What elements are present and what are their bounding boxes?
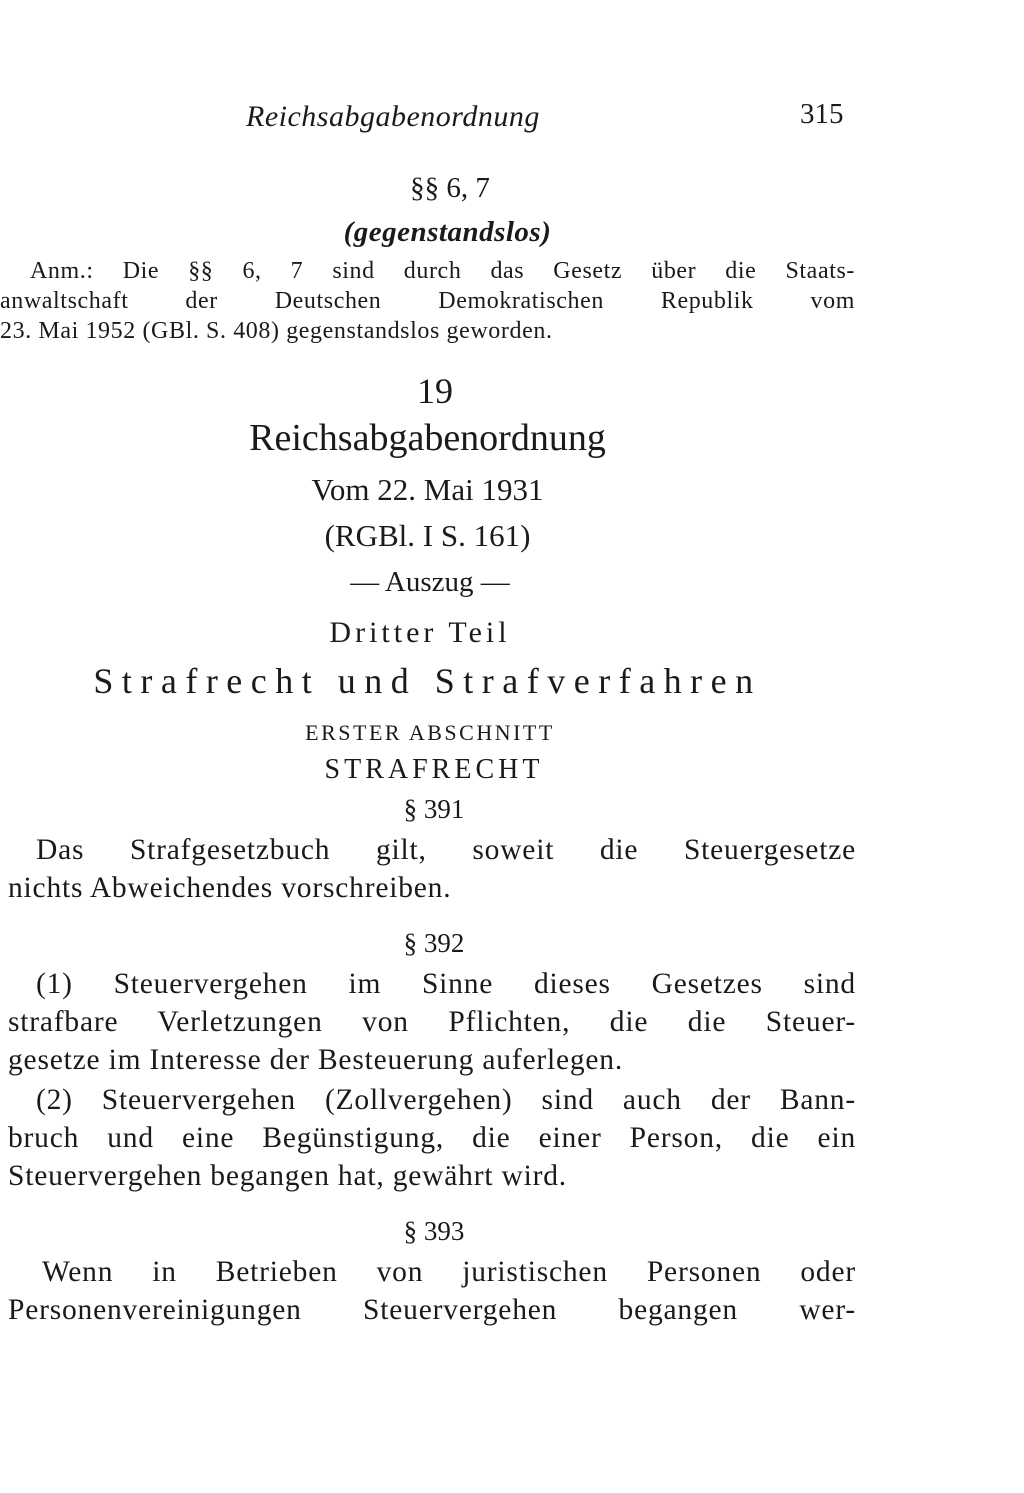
paragraph-heading-391: § 391: [403, 794, 465, 824]
paragraph-392-2-line-2: [8, 1122, 856, 1155]
paragraph-392-2-line-1: [8, 1084, 856, 1117]
annotation-note-line-2: [0, 288, 855, 315]
paragraph-heading-393: § 393: [403, 1216, 465, 1246]
section-title: STRAFRECHT: [324, 754, 544, 785]
part-title: Strafrecht und Strafverfahren: [93, 661, 762, 701]
paragraph-391-line-1: [8, 834, 856, 867]
section-heading-6-7: §§ 6, 7: [410, 172, 490, 204]
law-date: Vom 22. Mai 1931: [311, 472, 544, 507]
paragraph-392-1-line-1: [8, 968, 856, 1001]
text-line: strafbare Verletzungen von Pflichten, die die Steuer-: [8, 1006, 856, 1038]
text-line: (1) Steuervergehen im Sinne dieses Gesetzes sind: [36, 968, 856, 1000]
section-number: ERSTER ABSCHNITT: [305, 720, 555, 745]
excerpt-label: — Auszug —: [350, 566, 510, 598]
paragraph-393-line-1: [8, 1256, 856, 1289]
note-line: 23. Mai 1952 (GBl. S. 408) gegenstandslos geworden.: [0, 318, 553, 344]
section-status: (gegenstandslos): [343, 216, 552, 248]
text-line: (2) Steuervergehen (Zollvergehen) sind auch der Bann-: [36, 1084, 856, 1116]
text-line: Das Strafgesetzbuch gilt, soweit die Steuergesetze: [36, 834, 856, 866]
text-line: Personenvereinigungen Steuervergehen begangen wer-: [8, 1294, 856, 1326]
text-line: gesetze im Interesse der Besteuerung auferlegen.: [8, 1044, 624, 1076]
annotation-note-line-3: [0, 318, 553, 345]
paragraph-392-2-line-3: [8, 1160, 856, 1193]
paragraph-heading-392: § 392: [403, 928, 465, 958]
law-number: 19: [417, 371, 453, 411]
text-line: Steuervergehen begangen hat, gewährt wird.: [8, 1160, 567, 1192]
page-number: 315: [800, 98, 844, 130]
text-line: nichts Abweichendes vorschreiben.: [8, 872, 452, 904]
note-line: anwaltschaft der Deutschen Demokratischen Republik vom: [0, 288, 855, 314]
law-title: Reichsabgabenordnung: [249, 417, 606, 459]
paragraph-391-line-2: [8, 872, 856, 905]
text-line: bruch und eine Begünstigung, die einer Person, die ein: [8, 1122, 856, 1154]
note-line: Anm.: Die §§ 6, 7 sind durch das Gesetz über die Staats-: [30, 258, 855, 284]
part-label: Dritter Teil: [329, 616, 511, 649]
paragraph-393-line-2: [8, 1294, 856, 1327]
text-line: Wenn in Betrieben von juristischen Personen oder: [42, 1256, 856, 1288]
paragraph-392-1-line-3: [8, 1044, 856, 1077]
annotation-note: [0, 258, 855, 285]
paragraph-392-1-line-2: [8, 1006, 856, 1039]
law-reference: (RGBl. I S. 161): [324, 518, 531, 553]
running-title: Reichsabgabenordnung: [246, 100, 540, 133]
